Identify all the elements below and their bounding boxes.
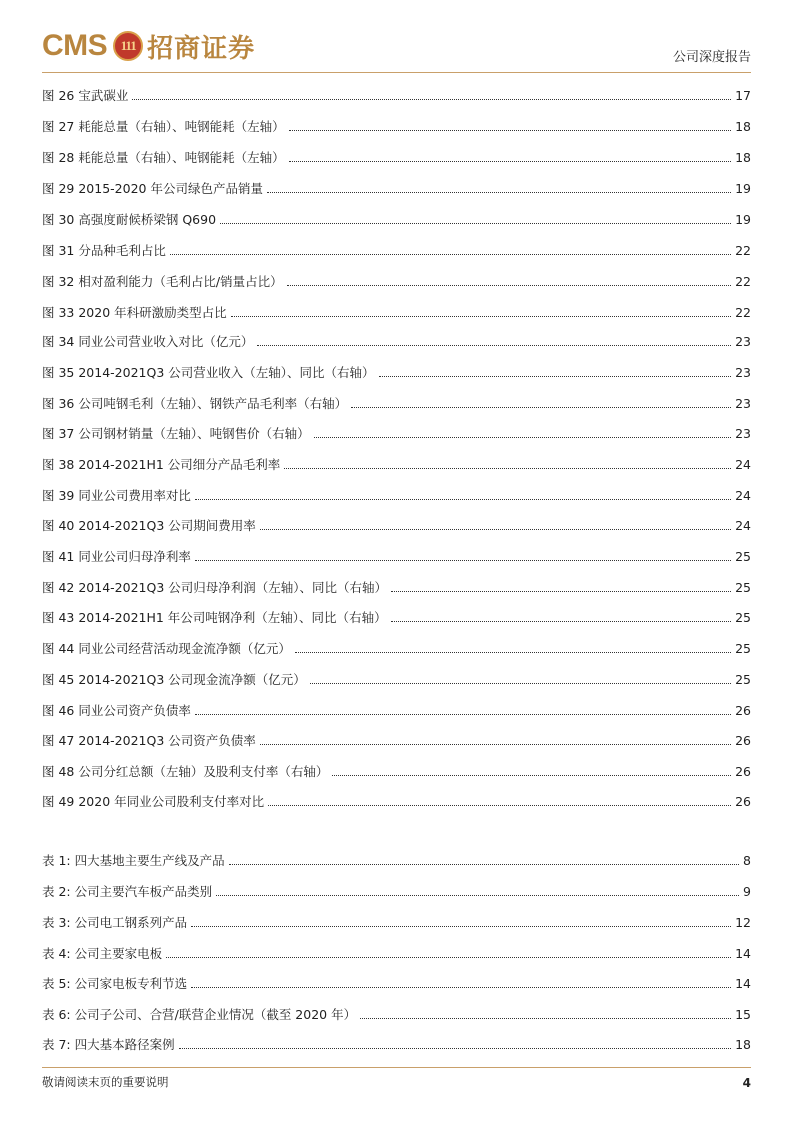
toc-entry[interactable] xyxy=(42,301,751,321)
toc-entry-label: 图 46 同业公司资产负债率 xyxy=(42,703,191,718)
toc-entry[interactable] xyxy=(42,699,751,719)
toc-entry-label: 图 37 公司钢材销量（左轴）、吨钢售价（右轴） xyxy=(42,426,310,441)
toc-entry-page: 19 xyxy=(735,212,751,227)
toc-entry-label: 表 5: 公司家电板专利节选 xyxy=(42,976,188,991)
toc-entry[interactable] xyxy=(42,942,751,962)
logo-cms-text: CMS xyxy=(42,29,108,62)
toc-entry[interactable] xyxy=(42,330,751,350)
toc-entry[interactable] xyxy=(42,760,751,780)
toc-entry-page: 12 xyxy=(735,915,751,930)
toc-entry-label: 表 2: 公司主要汽车板产品类别 xyxy=(42,884,213,899)
toc-entry-label: 表 4: 公司主要家电板 xyxy=(42,946,163,961)
dot-leader xyxy=(310,682,731,684)
dot-leader xyxy=(289,129,731,131)
toc-entry[interactable] xyxy=(42,514,751,534)
toc-entry-label: 表 3: 公司电工钢系列产品 xyxy=(42,915,188,930)
toc-entry-label: 图 41 同业公司归母净利率 xyxy=(42,549,191,564)
toc-entry[interactable] xyxy=(42,422,751,442)
toc-entry-label: 表 6: 公司子公司、合营/联营企业情况（截至 2020 年） xyxy=(42,1007,357,1022)
toc-entry-page: 18 xyxy=(735,119,751,134)
toc-entry-page: 26 xyxy=(735,764,751,779)
toc-entry-label: 图 27 耗能总量（右轴）、吨钢能耗（左轴） xyxy=(42,119,285,134)
dot-leader xyxy=(332,774,731,776)
dot-leader xyxy=(195,498,731,500)
toc-entry-label: 图 48 公司分红总额（左轴）及股利支付率（右轴） xyxy=(42,764,329,779)
toc-entry-label: 图 29 2015-2020 年公司绿色产品销量 xyxy=(42,181,263,196)
dot-leader xyxy=(195,559,731,561)
toc-entry[interactable] xyxy=(42,115,751,135)
dot-leader xyxy=(216,894,739,896)
dot-leader xyxy=(360,1017,731,1019)
toc-entry[interactable] xyxy=(42,484,751,504)
toc-entry[interactable] xyxy=(42,84,751,104)
toc-entry[interactable] xyxy=(42,668,751,688)
toc-entry-page: 25 xyxy=(735,549,751,564)
toc-entry-label: 图 39 同业公司费用率对比 xyxy=(42,488,191,503)
toc-entry-label: 图 38 2014-2021H1 公司细分产品毛利率 xyxy=(42,457,281,472)
toc-entry-label: 表 7: 四大基本路径案例 xyxy=(42,1037,175,1052)
toc-entry-page: 23 xyxy=(735,426,751,441)
toc-entry[interactable] xyxy=(42,1003,751,1023)
report-type: 公司深度报告 xyxy=(672,50,751,65)
toc-entry-page: 23 xyxy=(735,396,751,411)
toc-entry-page: 24 xyxy=(735,457,751,472)
toc-entry-page: 17 xyxy=(735,88,751,103)
page-footer xyxy=(42,1067,751,1090)
dot-leader xyxy=(191,986,731,988)
toc-entry-label: 图 40 2014-2021Q3 公司期间费用率 xyxy=(42,518,256,533)
dot-leader xyxy=(195,713,731,715)
dot-leader xyxy=(267,191,731,193)
toc-entry-page: 22 xyxy=(735,274,751,289)
dot-leader xyxy=(391,590,731,592)
toc-entry-label: 图 30 高强度耐候桥梁钢 Q690 xyxy=(42,212,217,227)
dot-leader xyxy=(391,620,732,622)
toc-entry-label: 图 26 宝武碳业 xyxy=(42,88,129,103)
toc-entry-label: 图 31 分品种毛利占比 xyxy=(42,243,166,258)
toc-entry[interactable] xyxy=(42,637,751,657)
dot-leader xyxy=(220,222,731,224)
toc-entry[interactable] xyxy=(42,545,751,565)
dot-leader xyxy=(166,956,731,958)
dot-leader xyxy=(179,1047,731,1049)
cms-logo xyxy=(42,28,255,64)
dot-leader xyxy=(257,344,731,346)
dot-leader xyxy=(132,98,731,100)
toc-entry-label: 图 28 耗能总量（右轴）、吨钢能耗（左轴） xyxy=(42,150,285,165)
page-number: 4 xyxy=(742,1076,751,1090)
toc-entry-page: 24 xyxy=(735,488,751,503)
toc-entry-page: 25 xyxy=(735,641,751,656)
dot-leader xyxy=(229,863,739,865)
toc-entry[interactable] xyxy=(42,239,751,259)
toc-entry[interactable] xyxy=(42,972,751,992)
dot-leader xyxy=(191,925,731,927)
toc-entry-label: 图 44 同业公司经营活动现金流净额（亿元） xyxy=(42,641,291,656)
toc-entry-page: 15 xyxy=(735,1007,751,1022)
toc-entry[interactable] xyxy=(42,146,751,166)
dot-leader xyxy=(231,315,731,317)
toc-entry[interactable] xyxy=(42,911,751,931)
toc-entry-page: 8 xyxy=(743,853,751,868)
dot-leader xyxy=(289,160,731,162)
toc-entry[interactable] xyxy=(42,576,751,596)
toc-entry[interactable] xyxy=(42,729,751,749)
toc-entry-page: 25 xyxy=(735,610,751,625)
toc-entry[interactable] xyxy=(42,880,751,900)
toc-entry-label: 图 42 2014-2021Q3 公司归母净利润（左轴）、同比（右轴） xyxy=(42,580,388,595)
toc-entry-label: 图 33 2020 年科研激励类型占比 xyxy=(42,305,227,320)
toc-entry-label: 图 47 2014-2021Q3 公司资产负债率 xyxy=(42,733,256,748)
toc-entry-page: 22 xyxy=(735,243,751,258)
toc-entry-page: 24 xyxy=(735,518,751,533)
toc-entry-label: 图 32 相对盈利能力（毛利占比/销量占比） xyxy=(42,274,283,289)
dot-leader xyxy=(260,743,731,745)
toc-entry-page: 26 xyxy=(735,733,751,748)
toc-entry-page: 26 xyxy=(735,703,751,718)
dot-leader xyxy=(287,284,732,286)
toc-entry[interactable] xyxy=(42,208,751,228)
dot-leader xyxy=(268,804,731,806)
dot-leader xyxy=(295,651,731,653)
dot-leader xyxy=(351,406,731,408)
toc-entry-page: 19 xyxy=(735,181,751,196)
toc-entry[interactable] xyxy=(42,790,751,810)
toc-entry-page: 22 xyxy=(735,305,751,320)
toc-entry-page: 23 xyxy=(735,334,751,349)
toc-entry-label: 图 36 公司吨钢毛利（左轴）、钢铁产品毛利率（右轴） xyxy=(42,396,348,411)
dot-leader xyxy=(284,467,731,469)
logo-emblem-icon xyxy=(113,31,143,61)
toc-entry[interactable] xyxy=(42,177,751,197)
toc-entry[interactable] xyxy=(42,606,751,626)
toc-entry-label: 图 35 2014-2021Q3 公司营业收入（左轴）、同比（右轴） xyxy=(42,365,375,380)
toc-entry[interactable] xyxy=(42,453,751,473)
toc-entry-page: 9 xyxy=(743,884,751,899)
toc-entry-label: 图 43 2014-2021H1 年公司吨钢净利（左轴）、同比（右轴） xyxy=(42,610,387,625)
toc-entry-page: 14 xyxy=(735,976,751,991)
company-name: 招商证券 xyxy=(147,33,256,64)
toc-entry-page: 25 xyxy=(735,580,751,595)
footer-note: 敬请阅读末页的重要说明 xyxy=(42,1075,169,1089)
dot-leader xyxy=(260,528,731,530)
logo-emblem-text: 111 xyxy=(120,38,136,53)
toc-entry-page: 26 xyxy=(735,794,751,809)
toc-entry-label: 图 34 同业公司营业收入对比（亿元） xyxy=(42,334,254,349)
toc-entry-label: 图 49 2020 年同业公司股利支付率对比 xyxy=(42,794,265,809)
dot-leader xyxy=(314,436,731,438)
toc-entry-page: 23 xyxy=(735,365,751,380)
toc-entry-label: 图 45 2014-2021Q3 公司现金流净额（亿元） xyxy=(42,672,306,687)
toc-entry-page: 25 xyxy=(735,672,751,687)
toc-entry-page: 18 xyxy=(735,1037,751,1052)
toc-entry[interactable] xyxy=(42,392,751,412)
dot-leader xyxy=(379,375,732,377)
toc-entry[interactable] xyxy=(42,361,751,381)
dot-leader xyxy=(170,253,731,255)
toc-entry-page: 14 xyxy=(735,946,751,961)
toc-entry[interactable] xyxy=(42,849,751,869)
toc-entry[interactable] xyxy=(42,1033,751,1053)
toc-entry-label: 表 1: 四大基地主要生产线及产品 xyxy=(42,853,225,868)
toc-entry-page: 18 xyxy=(735,150,751,165)
page-header xyxy=(42,20,751,73)
toc-entry[interactable] xyxy=(42,270,751,290)
